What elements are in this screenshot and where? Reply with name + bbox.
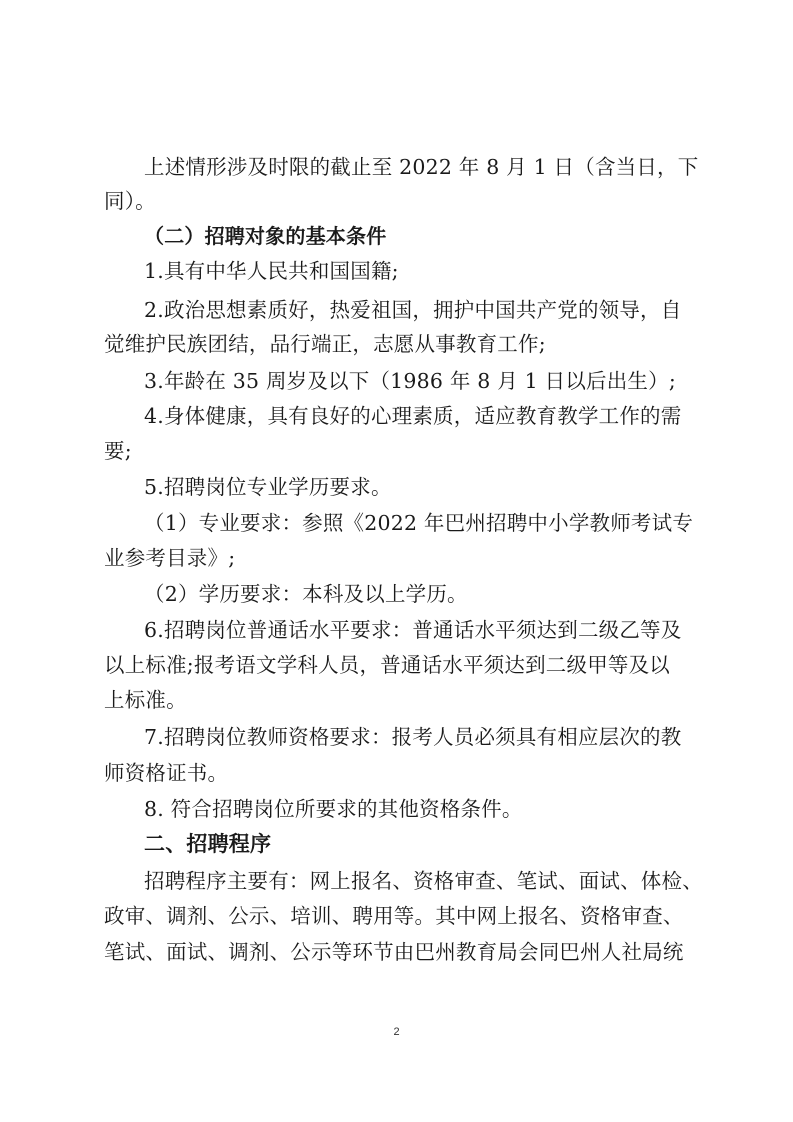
body-text-line: 3.年龄在 35 周岁及以下（1986 年 8 月 1 日以后出生）; [144, 369, 676, 393]
body-text-line: （1）专业要求：参照《2022 年巴州招聘中小学教师考试专 [144, 511, 694, 535]
body-text-line: 4.身体健康，具有良好的心理素质，适应教育教学工作的需 [144, 404, 682, 428]
body-text-line: 业参考目录》; [104, 546, 236, 570]
body-text-line: 觉维护民族团结，品行端正，志愿从事教育工作; [104, 332, 546, 356]
page-number: 2 [393, 1026, 400, 1038]
body-text-line: 笔试、面试、调剂、公示等环节由巴州教育局会同巴州人社局统 [104, 940, 684, 964]
body-text-line: 2.政治思想素质好，热爱祖国，拥护中国共产党的领导，自 [144, 298, 682, 322]
body-text-line: 上述情形涉及时限的截止至 2022 年 8 月 1 日（含当日，下 [144, 155, 699, 179]
body-text-line: 7.招聘岗位教师资格要求：报考人员必须具有相应层次的教 [144, 725, 682, 749]
body-text-line: 5.招聘岗位专业学历要求。 [144, 475, 392, 499]
body-text-line: 6.招聘岗位普通话水平要求：普通话水平须达到二级乙等及 [144, 618, 682, 642]
body-text-line: 同）。 [104, 189, 156, 213]
body-text-line: 以上标准;报考语文学科人员，普通话水平须达到二级甲等及以 [104, 653, 671, 677]
body-text-line: 师资格证书。 [104, 761, 229, 785]
body-text-line: 要; [104, 439, 132, 463]
body-text-line: 招聘程序主要有：网上报名、资格审查、笔试、面试、体检、 [144, 869, 703, 893]
body-text-line: （2）学历要求：本科及以上学历。 [144, 582, 468, 606]
body-text-line: 政审、调剂、公示、培训、聘用等。其中网上报名、资格审查、 [104, 904, 684, 928]
body-text-line: 8. 符合招聘岗位所要求的其他资格条件。 [144, 797, 523, 821]
section-heading: 二、招聘程序 [144, 832, 272, 856]
body-text-line: 上标准。 [104, 688, 187, 712]
section-subheading: （二）招聘对象的基本条件 [144, 224, 387, 248]
body-text-line: 1.具有中华人民共和国国籍; [144, 259, 399, 283]
